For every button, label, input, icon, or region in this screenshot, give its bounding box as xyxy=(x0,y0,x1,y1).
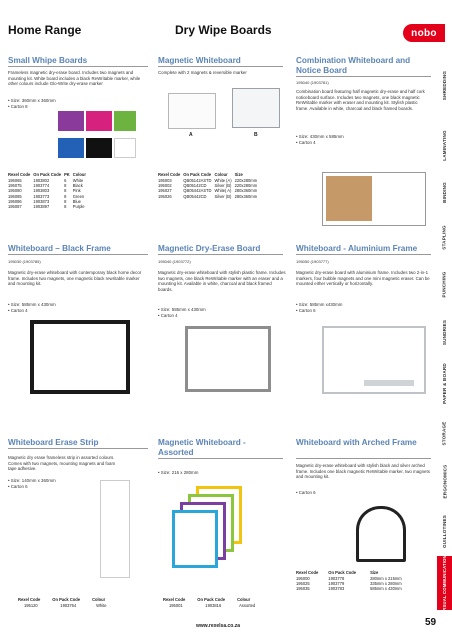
magnetic-wb-desc: Complete with 2 magnets & reversible marker xyxy=(158,70,247,75)
table-row: 195080 1903803 8 Pink xyxy=(8,188,81,194)
board-white xyxy=(114,138,136,158)
black-frame-image xyxy=(30,320,130,394)
footer-url[interactable]: www.rexelsa.co.za xyxy=(196,623,241,629)
black-frame-size: • Size: 585mm x 430mm xyxy=(8,302,56,308)
table-row: 195003 QB05142ASTD White (A) 220x280mm xyxy=(158,178,258,183)
erase-strip-title: Whiteboard Erase Strip xyxy=(8,438,99,447)
arched-desc: Magnetic dry-erase whiteboard with stylish black and silver arched frame. Includes one black magnetic ReWritable marker, two magnets and mounting kit. xyxy=(296,463,430,480)
table-row: 195065 1903802 6 White xyxy=(8,178,84,183)
table-row: 195025 1903779 335mm x 280mm xyxy=(296,581,402,587)
tab-guillotines[interactable]: GUILLOTINES xyxy=(442,514,447,548)
erase-strip-image xyxy=(100,480,130,578)
magnetic-wb-label-b: B xyxy=(254,132,258,138)
tab-stapling[interactable]: STAPLING xyxy=(442,225,448,250)
table-row: 195086 1903873 8 Blue xyxy=(8,198,81,204)
small-whipe-desc: Frameless magnetic dry-erase board. Includes two magnets and mounting kit. White board includes a black ReWritable marker, while other colours include Glo-Write dry-erase marker xyxy=(8,70,141,87)
combination-carton: • Carton 4 xyxy=(296,140,344,146)
small-whipe-bullets xyxy=(8,98,56,109)
magnetic-wb-image-b xyxy=(232,88,280,128)
magnetic-wb-rule xyxy=(158,66,283,67)
arched-rule xyxy=(296,458,431,459)
aluminium-carton: • Carton 6 xyxy=(296,308,342,314)
page-number: 59 xyxy=(425,617,437,628)
dry-erase-bullets xyxy=(158,307,206,318)
board-green xyxy=(114,111,136,131)
assorted-size: • Size: 216 x 280mm xyxy=(158,470,198,476)
erase-strip-table: Rexel Code On Pack Code Colour 195120 1903764 White xyxy=(18,597,110,608)
page-title-left: Home Range xyxy=(8,23,82,37)
tab-shredding[interactable]: SHREDDING xyxy=(442,70,447,100)
table-row: 195087 1903897 8 Purple xyxy=(8,204,85,210)
dry-erase-image xyxy=(185,326,271,392)
brand-logo-text: nobo xyxy=(411,27,437,39)
table-row: 195027 QB05442ASTD White( A) 280x360mm xyxy=(158,188,258,194)
erase-strip-desc: Magnetic dry erase frameless strip in assorted colours. Comes with two magnets, mounting magnets and foam tape adhesive. xyxy=(8,455,116,472)
table-row: 195085 1903773 8 Green xyxy=(8,193,85,199)
aluminium-title: Whiteboard - Aluminium Frame xyxy=(296,244,418,253)
dry-erase-surface xyxy=(188,329,268,389)
assorted-rule xyxy=(158,458,283,459)
table-row: 195075 1903774 8 Black xyxy=(8,183,83,189)
small-whipe-product-image xyxy=(58,108,138,168)
table-row: 195120 1903764 White xyxy=(24,603,107,608)
aluminium-rule xyxy=(296,254,431,255)
magnetic-wb-title: Magnetic Whiteboard xyxy=(158,56,241,65)
small-whipe-rule xyxy=(8,66,148,67)
black-frame-title: Whiteboard – Black Frame xyxy=(8,244,111,253)
dry-erase-carton: • Carton 4 xyxy=(158,313,206,319)
side-tab-nav xyxy=(437,50,452,610)
erase-strip-size: • Size: 140mm x 360mm xyxy=(8,478,56,484)
table-row: 195026 QB05442CD Silver (B) 280x360mm xyxy=(158,193,258,199)
board-black xyxy=(86,138,112,158)
small-whipe-title: Small Whipe Boards xyxy=(8,56,88,65)
arched-carton: • Carton 6 xyxy=(296,490,316,496)
table-row: 195000 1903778 280mm x 215mm xyxy=(296,576,402,581)
magnetic-wb-image-a xyxy=(168,93,216,129)
tab-laminating[interactable]: LAMINATING xyxy=(442,129,447,161)
black-frame-code: 195030 (1903785) xyxy=(8,259,41,264)
magnetic-wb-table: Rexel Code On Pack Code Colour Size 195003 QB05142ASTD White (A) 220x280mm 195002 QB05142CD Silver (B) 220x280mm 195027 QB05442ASTD White( A) 280x360mm 195026 QB05442CD Silver (B) 280x360mm xyxy=(158,172,260,199)
aluminium-bullets xyxy=(296,302,342,313)
tab-storage[interactable]: STORAGE xyxy=(442,421,448,446)
small-whipe-size: • Size: 360mm x 360mm xyxy=(8,98,56,104)
combination-bullets xyxy=(296,134,344,145)
combination-title: Combination Whiteboard and Notice Board xyxy=(296,56,411,75)
assorted-image xyxy=(172,486,277,586)
aluminium-code: 195050 (1903777) xyxy=(296,259,329,264)
tab-visual-communication[interactable]: VISUAL COMMUNICATION xyxy=(437,556,452,610)
aluminium-image xyxy=(322,326,426,394)
arched-bullets xyxy=(296,490,316,496)
tab-punching[interactable]: PUNCHING xyxy=(442,270,448,298)
cork-panel xyxy=(326,176,372,221)
board-blue xyxy=(58,138,84,158)
assorted-table: Rexel Code On Pack Code Colour 195001 1903816 Assorted xyxy=(163,597,258,608)
combination-rule xyxy=(296,76,431,77)
board-blue-frame xyxy=(172,510,218,568)
combination-code: 195040 (1903781) xyxy=(296,80,329,85)
assorted-bullets xyxy=(158,470,198,476)
erase-strip-carton: • Carton 6 xyxy=(8,484,56,490)
dry-erase-code: 195040 (1903772) xyxy=(158,259,191,264)
black-frame-desc: Magnetic dry-erase whiteboard with contemporary black home decor frame. Includes two magnets, one magnetic black rewritable marker and mounting kit. xyxy=(8,270,142,287)
dry-erase-desc: Magnetic dry-erase whiteboard with stylish plastic frame. Includes two magnets, one black ReWritable marker with an eraser and a mounting kit. Available in white, charcoal and black framed boards. xyxy=(158,270,286,292)
small-whipe-carton: • Carton 8 xyxy=(8,104,56,110)
board-purple xyxy=(58,111,84,131)
assorted-title: Magnetic Whiteboard - Assorted xyxy=(158,438,246,457)
table-row: 195001 1903816 Assorted xyxy=(169,603,256,608)
tab-ergonomics[interactable]: ERGONOMICS xyxy=(442,464,447,498)
combination-image xyxy=(322,172,426,226)
arched-table: Rexel Code On Pack Code Size 195000 1903778 280mm x 215mm 195025 1903779 335mm x 280mm 195035 1903783 585mm x 430mm xyxy=(296,570,405,592)
tab-binding[interactable]: BINDING xyxy=(442,182,448,203)
table-row: 195035 1903783 585mm x 430mm xyxy=(296,586,402,592)
tab-sundries[interactable]: SUNDRIES xyxy=(442,319,447,345)
combination-size: • Size: 430mm x 585mm xyxy=(296,134,344,140)
arched-title: Whiteboard with Arched Frame xyxy=(296,438,417,447)
dry-erase-rule xyxy=(158,254,283,255)
black-frame-rule xyxy=(8,254,148,255)
combination-desc: Combination board featuring half magnetic dry-erase and half cork noticeboard surface. Includes two magnets, one black magnetic ReWritable marker with eraser and mounting kit. Stylish plastic frame. Available in white, charcoal and black framed boards. xyxy=(296,89,425,111)
black-frame-surface xyxy=(34,324,126,390)
marker-tray xyxy=(364,380,414,386)
magnetic-wb-label-a: A xyxy=(189,132,193,138)
tab-paper-board[interactable]: PAPER & BOARD xyxy=(442,363,447,404)
aluminium-size: • Size: 585mm x430mm xyxy=(296,302,342,308)
black-frame-bullets xyxy=(8,302,56,313)
black-frame-carton: • Carton 4 xyxy=(8,308,56,314)
erase-strip-rule xyxy=(8,448,148,449)
erase-strip-bullets xyxy=(8,478,56,489)
small-whipe-table: Rexel Code On Pack Code PK Colour 195065 1903802 6 White 195075 1903774 8 Black 195080 1903803 8 Pink 195085 1903773 8 Green 195086 1903873 8 Blue 195087 1903897 8 Purple xyxy=(8,172,89,209)
dry-erase-title: Magnetic Dry-Erase Board xyxy=(158,244,261,253)
dry-erase-size: • Size: 585mm x 430mm xyxy=(158,307,206,313)
board-pink xyxy=(86,111,112,131)
page-title-center: Dry Wipe Boards xyxy=(175,23,272,37)
arched-image xyxy=(356,506,406,562)
brand-logo xyxy=(403,24,445,42)
aluminium-desc: Magnetic dry-erase board with aluminium frame. Includes two 2-in-1 markers, four bubble magnets and one mini magnetic eraser. Can be mounted either vertically or horizontally. xyxy=(296,270,430,287)
table-row: 195002 QB05142CD Silver (B) 220x280mm xyxy=(158,183,258,189)
